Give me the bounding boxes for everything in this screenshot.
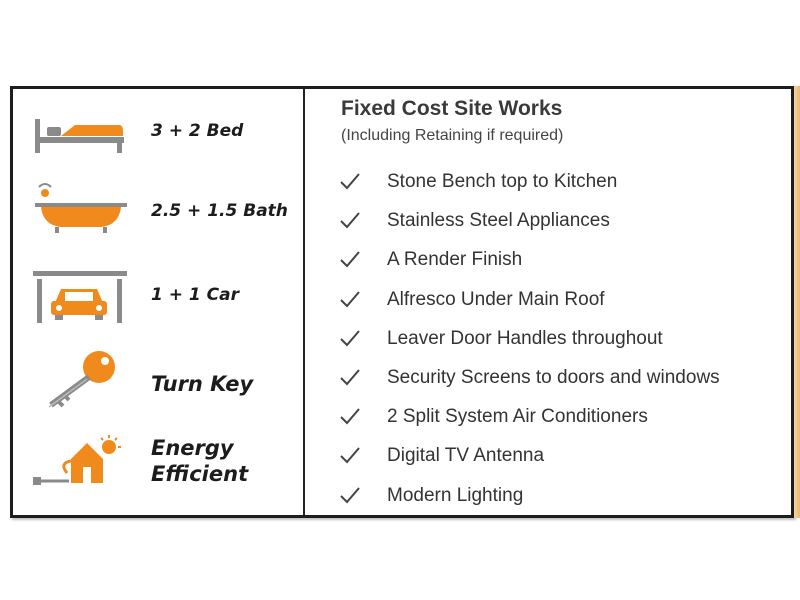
checkmark-icon (339, 249, 361, 269)
orange-edge-strip (794, 86, 800, 518)
checkmark-icon (339, 485, 361, 505)
feature-label: 2.5 + 1.5 Bath (151, 201, 288, 221)
site-works-item-label: Stone Bench top to Kitchen (387, 171, 618, 192)
feature-label: 1 + 1 Car (151, 285, 239, 305)
bath-icon (31, 181, 131, 241)
feature-turnkey (13, 347, 303, 427)
checkmark-icon (339, 406, 361, 426)
checkmark-icon (339, 289, 361, 309)
feature-label: Turn Key (151, 372, 254, 396)
site-works-item-label: Alfresco Under Main Roof (387, 288, 605, 310)
checkmark-icon (339, 328, 361, 348)
feature-bath (13, 179, 303, 259)
site-works-item-label: A Render Finish (387, 249, 523, 271)
car-garage-icon (31, 265, 131, 325)
feature-label-line2: Efficient (151, 462, 249, 486)
feature-label-line1: Energy (151, 436, 234, 460)
feature-label: 3 + 2 Bed (151, 121, 244, 141)
column-divider (303, 89, 305, 515)
site-works-item-label: Security Screens to doors and windows (387, 366, 720, 388)
key-icon (31, 349, 131, 409)
site-works-item-label: 2 Split System Air Conditioners (387, 406, 648, 428)
feature-car (13, 261, 303, 341)
feature-bed (13, 99, 303, 179)
site-works-item-label: Stainless Steel Appliances (387, 210, 610, 232)
site-works-subtitle: (Including Retaining if required) (341, 127, 564, 144)
site-works-item-label: Digital TV Antenna (387, 445, 545, 467)
checkmark-icon (339, 367, 361, 387)
energy-house-icon (31, 433, 131, 493)
site-works-item-label: Leaver Door Handles throughout (387, 327, 663, 349)
site-works-title: Fixed Cost Site Works (341, 97, 563, 120)
feature-energy (13, 427, 303, 507)
features-panel (10, 86, 794, 518)
checkmark-icon (339, 210, 361, 230)
bed-icon (31, 107, 131, 167)
site-works-item-label: Modern Lighting (387, 484, 524, 506)
checkmark-icon (339, 171, 361, 191)
checkmark-icon (339, 445, 361, 465)
